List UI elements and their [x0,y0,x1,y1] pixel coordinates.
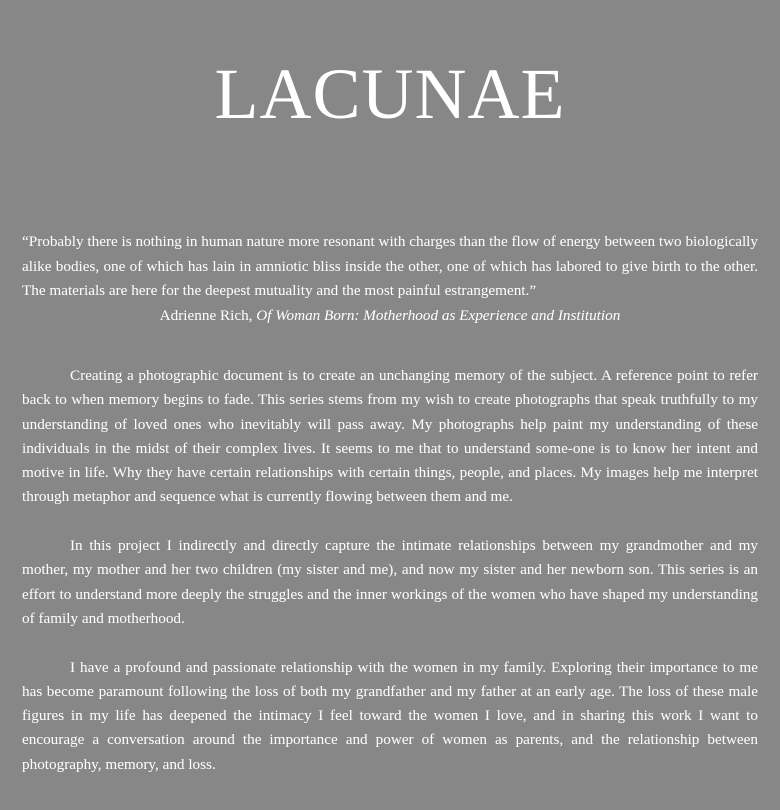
epigraph-quote: “Probably there is nothing in human nature more resonant with charges than the flow of energy between two biologically alike bodies, one of which has lain in amniotic bliss inside the other, one of which has labored to give birth to the other. The materials are here for the deepest mutuality and the most painful estrangement.” [22,233,758,299]
statement-paragraph-2: In this project I indirectly and directly capture the intimate relationships between my grandmother and my mother, my mother and her two children (my sister and me), and now my sister and her newborn son. This series is an effort to understand more deeply the struggles and the inner workings of the women who have shaped my understanding of family and motherhood. [22,537,758,627]
epigraph-attribution [22,304,758,329]
epigraph-author: Adrienne Rich, [159,306,253,324]
epigraph [22,230,758,328]
statement-paragraph-3: I have a profound and passionate relationship with the women in my family. Exploring their importance to me has become paramount following the loss of both my grandfather and my father at an early age. The loss of these male figures in my life has deepened the intimacy I feel toward the women I love, and in sharing this work I want to encourage a conversation around the importance and power of women as parents, and the relationship between photography, memory, and loss. [22,658,758,773]
statement-body [22,364,758,777]
statement-paragraph-1: Creating a photographic document is to create an unchanging memory of the subject. A reference point to refer back to when memory begins to fade. This series stems from my wish to create photographs that speak truthfully to my understanding of loved ones who inevitably will pass away. My photographs help paint my understanding of these individuals in the midst of their complex lives. It seems to me that to understand some-one is to know her intent and motive in life. Why they have certain relationships with certain things, people, and places. My images help me interpret through metaphor and sequence what is currently flowing between them and me. [22,367,758,506]
page-title: LACUNAE [214,54,566,134]
epigraph-work-title: Of Woman Born: Motherhood as Experience and Institution [256,306,621,324]
